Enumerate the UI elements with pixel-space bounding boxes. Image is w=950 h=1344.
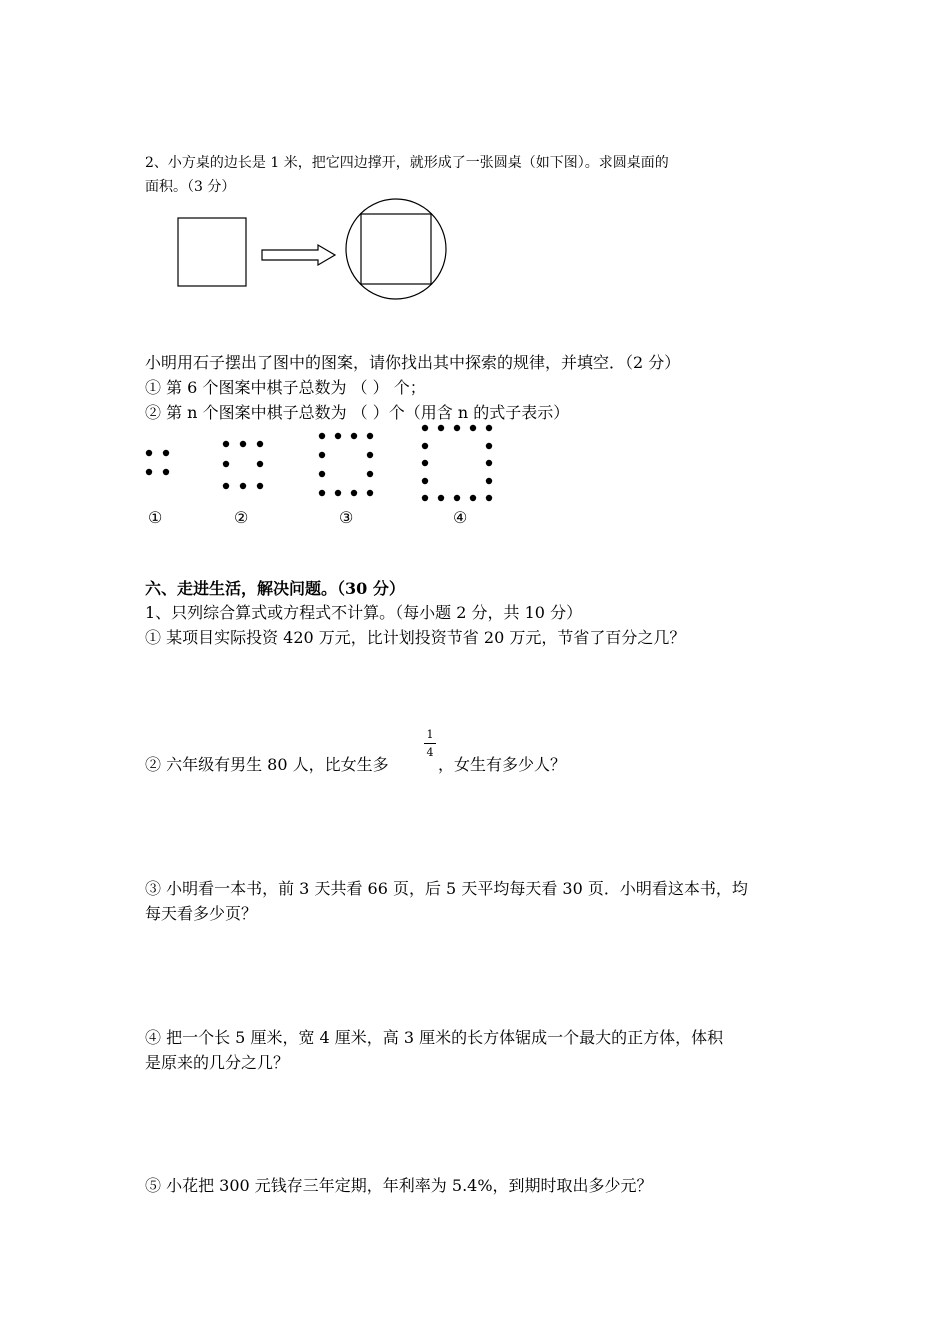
stone-patterns-figure [140,420,510,510]
problem-2-part-b: ，女生有多少人？ [438,755,567,774]
inscribed-square [361,214,431,284]
stone-pattern-3 [319,433,373,496]
problem-4-line2: 是原来的几分之几？ [145,1053,290,1072]
pattern-item-2: ② 第 n 个图案中棋子总数为 （ ）个（用含 n 的式子表示） [145,403,570,422]
stone-pattern-4 [422,425,492,501]
fraction-denominator: 4 [426,746,434,759]
problem-5: ⑤ 小花把 300 元钱存三年定期，年利率为 5.4%，到期时取出多少元？ [145,1176,653,1195]
problem-3-line1: ③ 小明看一本书，前 3 天共看 66 页，后 5 天平均每天看 30 页．小明看这本书，均 [145,879,748,898]
pattern-label-3: ③ [339,508,354,527]
pattern-intro: 小明用石子摆出了图中的图案，请你找出其中探索的规律，并填空．（2 分） [145,353,681,372]
pattern-label-2: ② [234,508,249,527]
q2-line2: 面积。（3 分） [145,179,236,195]
arrow-icon [262,245,335,265]
pattern-label-1: ① [148,508,163,527]
square-table-shape [178,218,246,286]
square-to-circle-figure [170,195,460,305]
pattern-label-4: ④ [453,508,468,527]
problem-3-line2: 每天看多少页？ [145,904,258,923]
fraction-numerator: 1 [426,728,434,741]
problem-4-line1: ④ 把一个长 5 厘米，宽 4 厘米，高 3 厘米的长方体锯成一个最大的正方体，体积 [145,1028,724,1047]
q2-line1: 2、小方桌的边长是 1 米，把它四边撑开，就形成了一张圆桌（如下图）。求圆桌面的 [145,155,669,171]
stone-pattern-2 [223,441,263,489]
section-6-subheading: 1、只列综合算式或方程式不计算。（每小题 2 分，共 10 分） [145,603,583,622]
problem-1: ① 某项目实际投资 420 万元，比计划投资节省 20 万元，节省了百分之几？ [145,628,686,647]
pattern-item-1: ① 第 6 个图案中棋子总数为 （ ） 个； [145,378,426,397]
fraction-one-quarter [424,728,436,759]
stone-pattern-1 [146,450,169,475]
section-6-heading: 六、走进生活，解决问题。（30 分） [145,579,405,598]
problem-2-part-a: ② 六年级有男生 80 人，比女生多 [145,755,389,774]
